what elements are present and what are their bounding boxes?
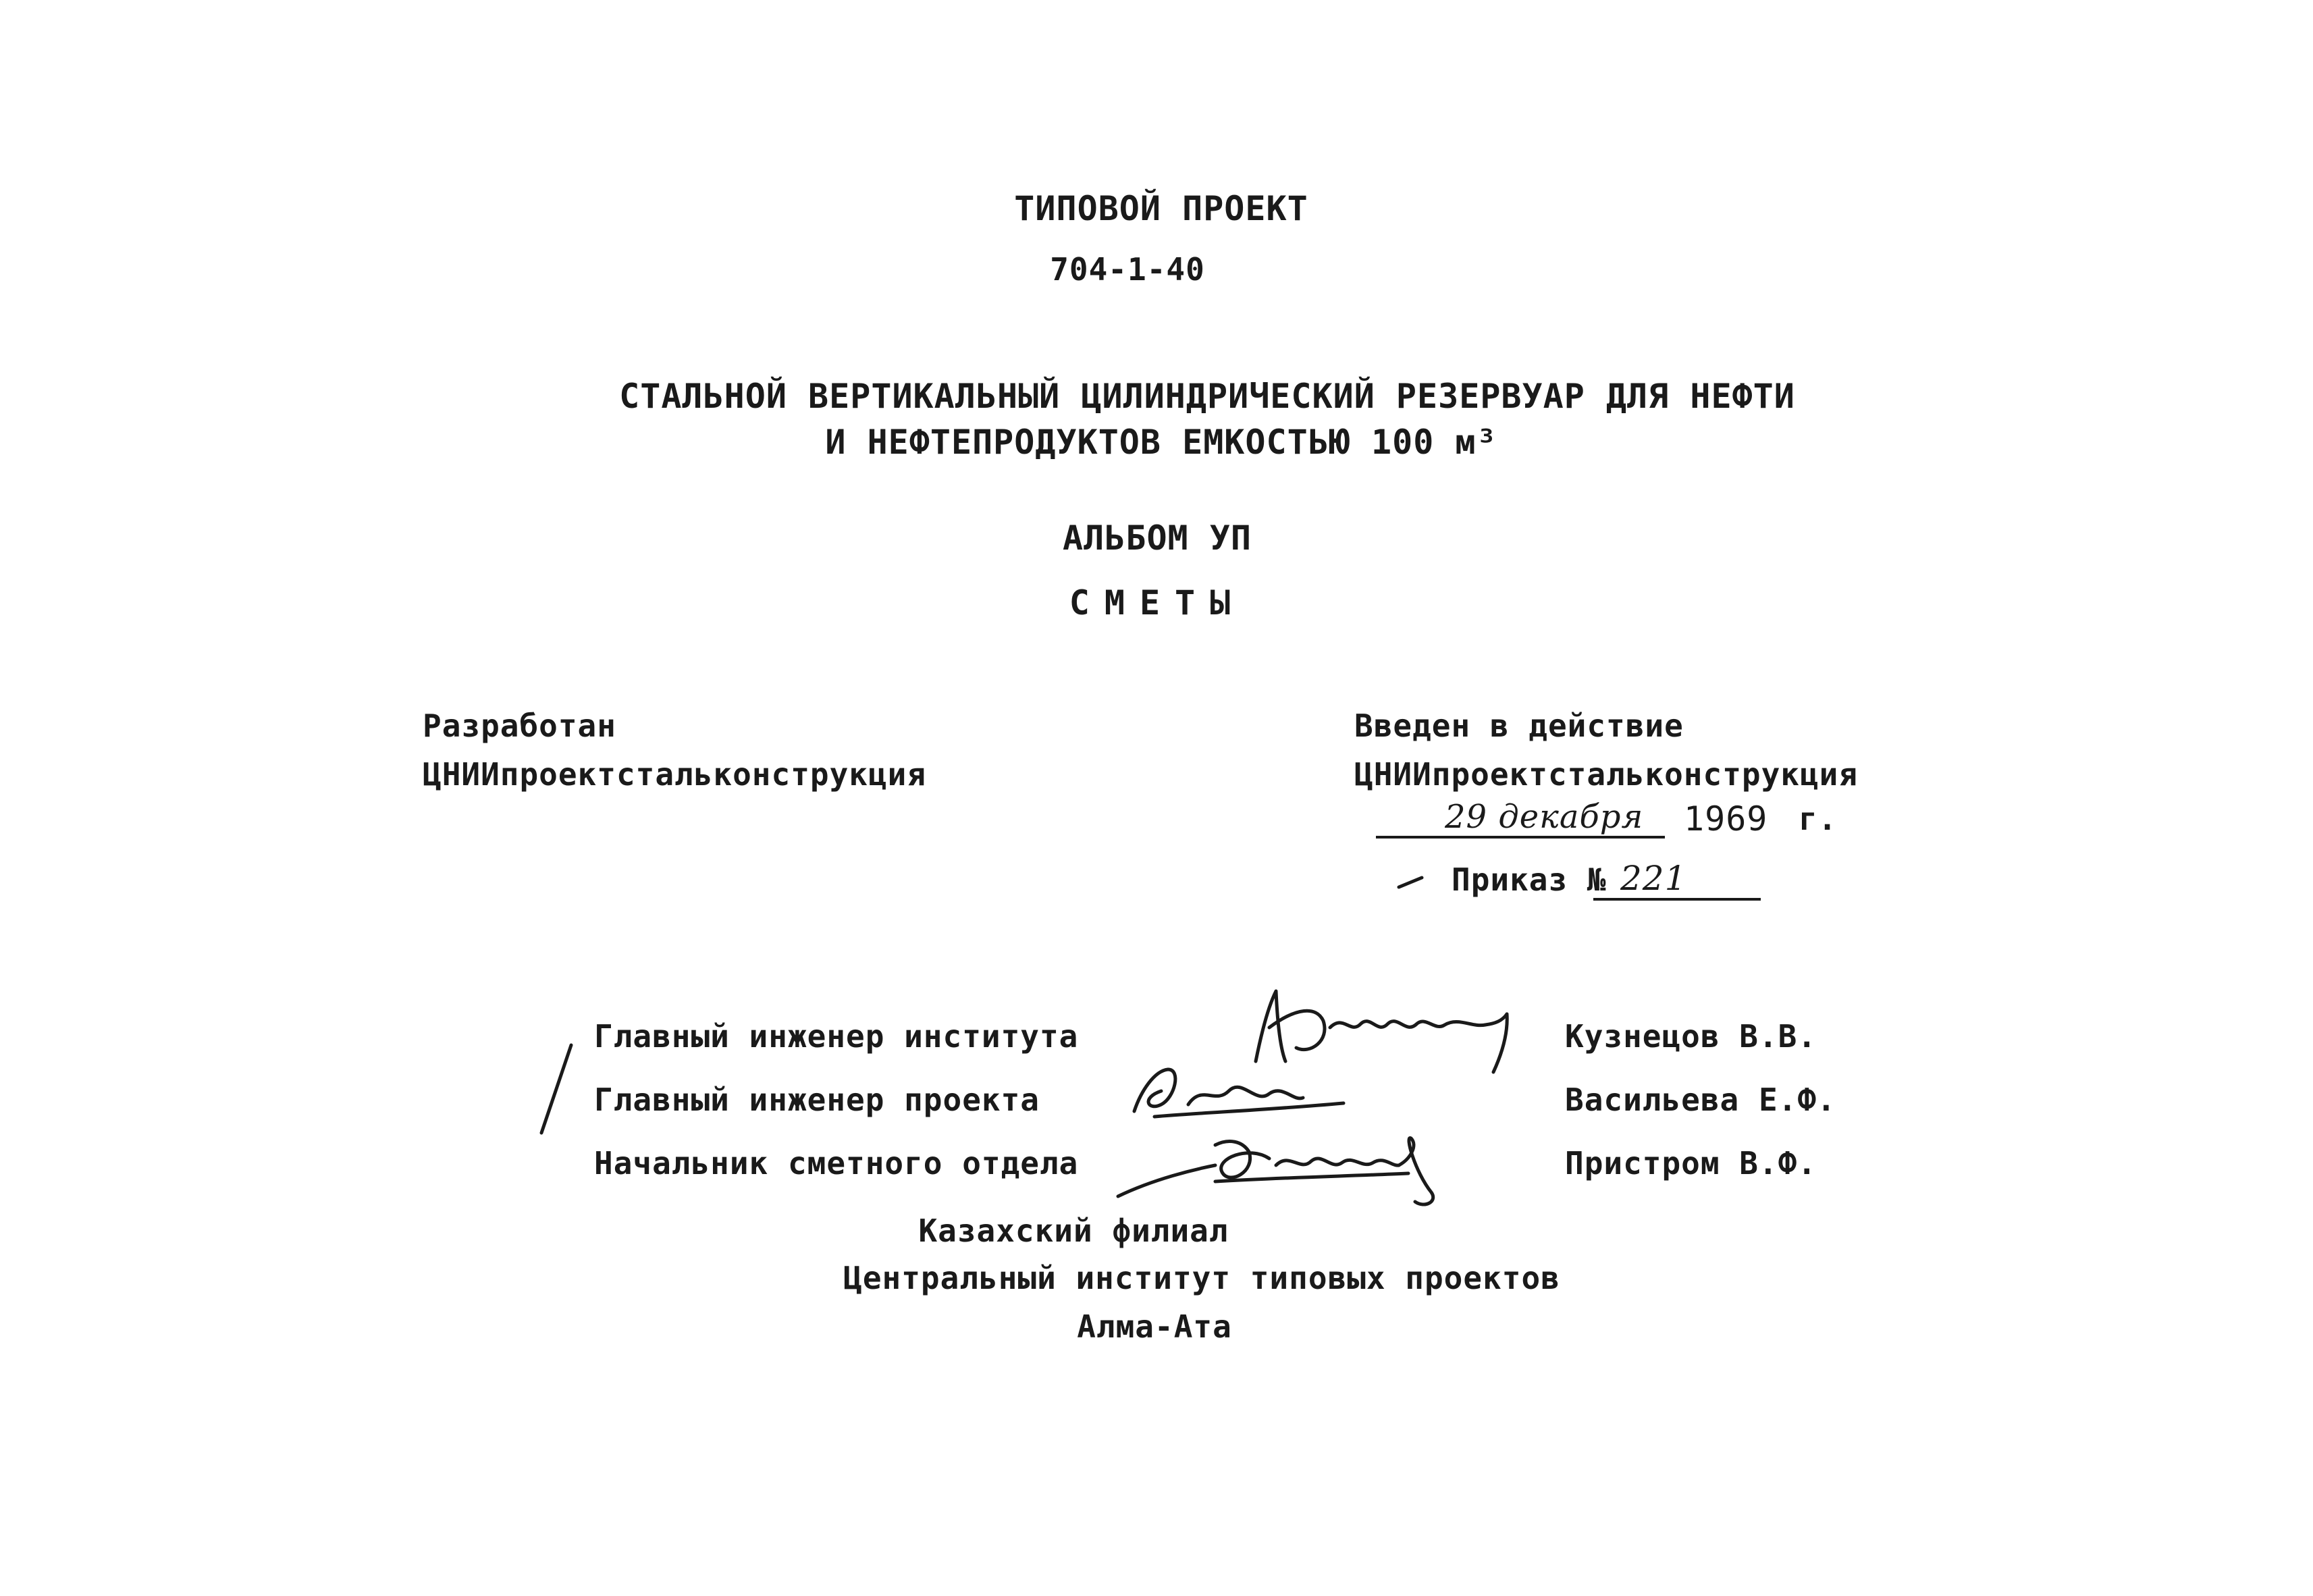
signatory-name-3: Пристром В.Ф. [1565, 1145, 1817, 1181]
signatory-position-1: Главный инженер института [594, 1018, 1079, 1055]
signature-1 [1229, 987, 1512, 1075]
date-underline [1376, 836, 1665, 839]
signatory-name-1: Кузнецов В.В. [1565, 1018, 1817, 1055]
enacted-year-suffix: г. [1799, 801, 1838, 837]
order-underline [1593, 898, 1761, 901]
section-title: СМЕТЫ [1069, 583, 1246, 622]
signatory-name-2: Васильева Е.Ф. [1565, 1082, 1836, 1118]
developer-org: ЦНИИпроектстальконструкция [423, 756, 927, 793]
developer-label: Разработан [423, 708, 616, 744]
signatory-position-2: Главный инженер проекта [594, 1082, 1040, 1118]
project-number: 704-1-40 [1050, 251, 1205, 288]
signatory-position-3: Начальник сметного отдела [594, 1145, 1079, 1181]
album-label: АЛЬБОМ УП [1063, 518, 1252, 558]
title-line-2: И НЕФТЕПРОДУКТОВ ЕМКОСТЬЮ 100 м³ [825, 423, 1497, 462]
order-label: Приказ № [1452, 861, 1607, 898]
order-mark [1398, 875, 1425, 888]
project-type: ТИПОВОЙ ПРОЕКТ [1014, 189, 1308, 228]
margin-pen-mark [537, 1042, 578, 1137]
signature-2 [1121, 1064, 1350, 1125]
enacted-label: Введен в действие [1354, 708, 1684, 744]
signature-3 [1114, 1132, 1492, 1213]
enacted-date-day: 29 декабря [1445, 798, 1644, 836]
order-number: 221 [1620, 859, 1687, 898]
footer-branch: Казахский филиал [918, 1213, 1229, 1249]
footer-city: Алма-Ата [1077, 1308, 1232, 1345]
title-line-1: СТАЛЬНОЙ ВЕРТИКАЛЬНЫЙ ЦИЛИНДРИЧЕСКИЙ РЕЗЕРВУАР ДЛЯ НЕФТИ [619, 377, 1795, 416]
enacted-date-year: 1969 [1684, 799, 1768, 839]
enacted-org: ЦНИИпроектстальконструкция [1354, 756, 1859, 793]
footer-institute: Центральный институт типовых проектов [843, 1260, 1560, 1296]
